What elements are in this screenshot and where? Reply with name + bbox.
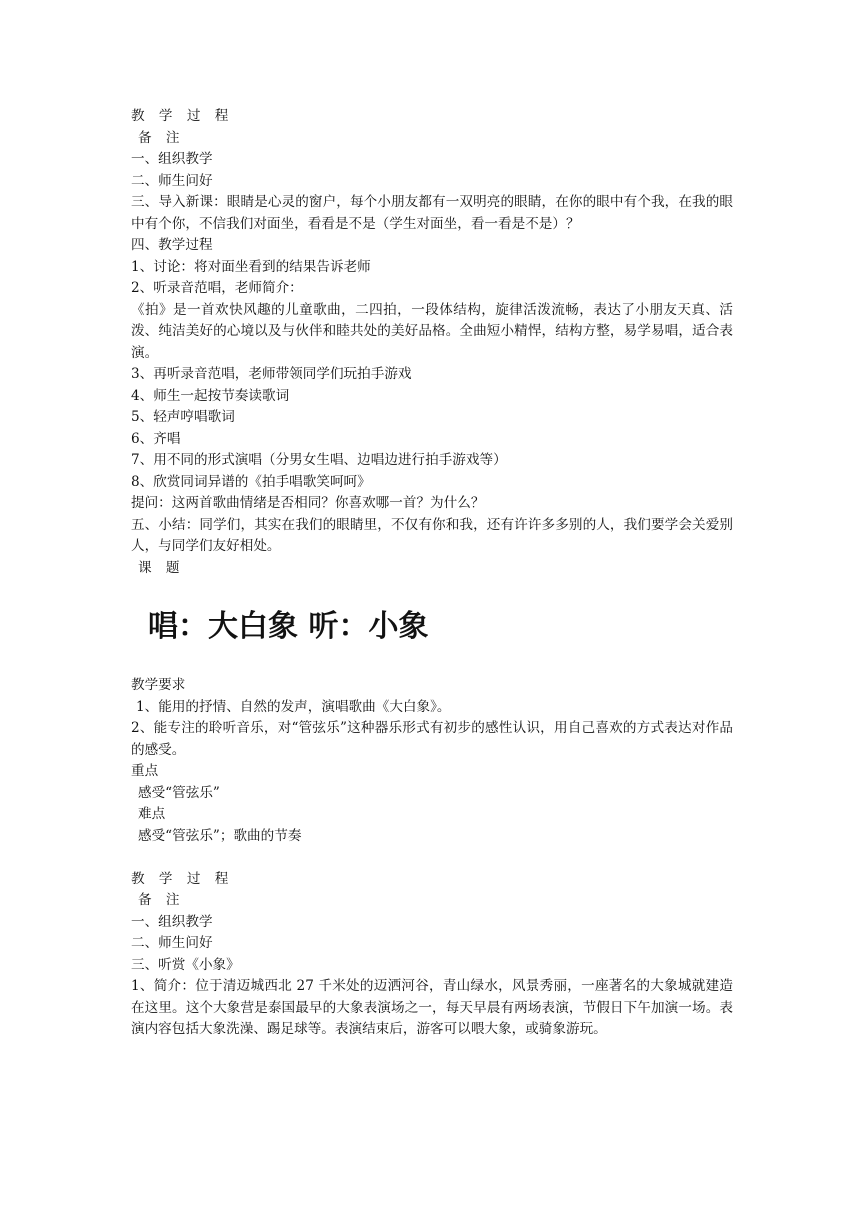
remarks-label: 备 注 — [138, 129, 185, 146]
list-item: 二、师生问好 — [131, 935, 213, 951]
song-description: 《拍》是一首欢快风趣的儿童歌曲，二四拍，一段体结构，旋律活泼流畅，表达了小朋友天真、活泼、纯洁美好的心境以及与伙伴和睦共处的美好品格。全曲短小精悍，结构方整，易学易唱，适合表演。 — [131, 301, 733, 361]
difficulty-label: 难点 — [138, 806, 166, 822]
list-item: 二、师生问好 — [131, 172, 213, 189]
list-item: 7、用不同的形式演唱（分男女生唱、边唱边进行拍手游戏等） — [131, 452, 507, 468]
list-item: 三、听赏《小象》 — [131, 956, 240, 973]
list-item: 6、齐唱 — [131, 430, 181, 447]
key-point-text: 感受“管弦乐” — [138, 784, 220, 801]
list-item: 8、欣赏同词异谱的《拍手唱歌笑呵呵》 — [131, 473, 371, 490]
section-header: 教 学 过 程 — [131, 870, 234, 887]
question-line: 提问：这两首歌曲情绪是否相同？你喜欢哪一首？为什么？ — [131, 495, 485, 511]
list-item: 5、轻声哼唱歌词 — [131, 409, 235, 425]
list-item: 4、师生一起按节奏读歌词 — [131, 387, 290, 404]
intro-paragraph: 1、简介：位于清迈城西北 27 千米处的迈洒河谷，青山绿水，风景秀丽，一座著名的大象城就建造在这里。这个大象营是泰国最早的大象表演场之一，每天早晨有两场表演，节假日下午加演一场。表演内容包括大象洗澡、踢足球等。表演结束后，游客可以喂大象，或骑象游玩。 — [131, 978, 733, 1037]
remarks-label: 备 注 — [138, 892, 185, 908]
difficulty-text: 感受“管弦乐”；歌曲的节奏 — [138, 827, 302, 844]
summary-paragraph: 五、小结：同学们，其实在我们的眼睛里，不仅有你和我，还有许许多多别的人，我们要学会关爱别人，与同学们友好相处。 — [131, 516, 733, 554]
intro-paragraph: 三、导入新课：眼睛是心灵的窗户，每个小朋友都有一双明亮的眼睛，在你的眼中有个我，在我的眼中有个你，不信我们对面坐，看看是不是（学生对面坐，看一看是不是）？ — [131, 194, 733, 232]
list-item: 2、听录音范唱，老师简介： — [131, 280, 303, 296]
key-point-label: 重点 — [131, 763, 159, 779]
list-item: 一、组织教学 — [131, 913, 213, 930]
requirements-label: 教学要求 — [131, 677, 186, 693]
blank-line — [131, 847, 733, 869]
requirement-item: 2、能专注的聆听音乐，对“管弦乐”这种器乐形式有初步的感性认识，用自己喜欢的方式表达对作品的感受。 — [131, 720, 733, 758]
list-item: 1、讨论：将对面坐看到的结果告诉老师 — [131, 258, 371, 275]
topic-label: 课 题 — [138, 559, 185, 576]
requirement-item: 1、能用的抒情、自然的发声，演唱歌曲《大白象》。 — [136, 698, 451, 715]
document-page — [131, 106, 733, 1041]
lesson-title: 唱：大白象 听：小象 — [148, 609, 429, 644]
process-header: 四、教学过程 — [131, 237, 213, 253]
list-item: 3、再听录音范唱，老师带领同学们玩拍手游戏 — [131, 366, 412, 382]
list-item: 一、组织教学 — [131, 151, 213, 167]
section-header: 教 学 过 程 — [131, 108, 234, 124]
